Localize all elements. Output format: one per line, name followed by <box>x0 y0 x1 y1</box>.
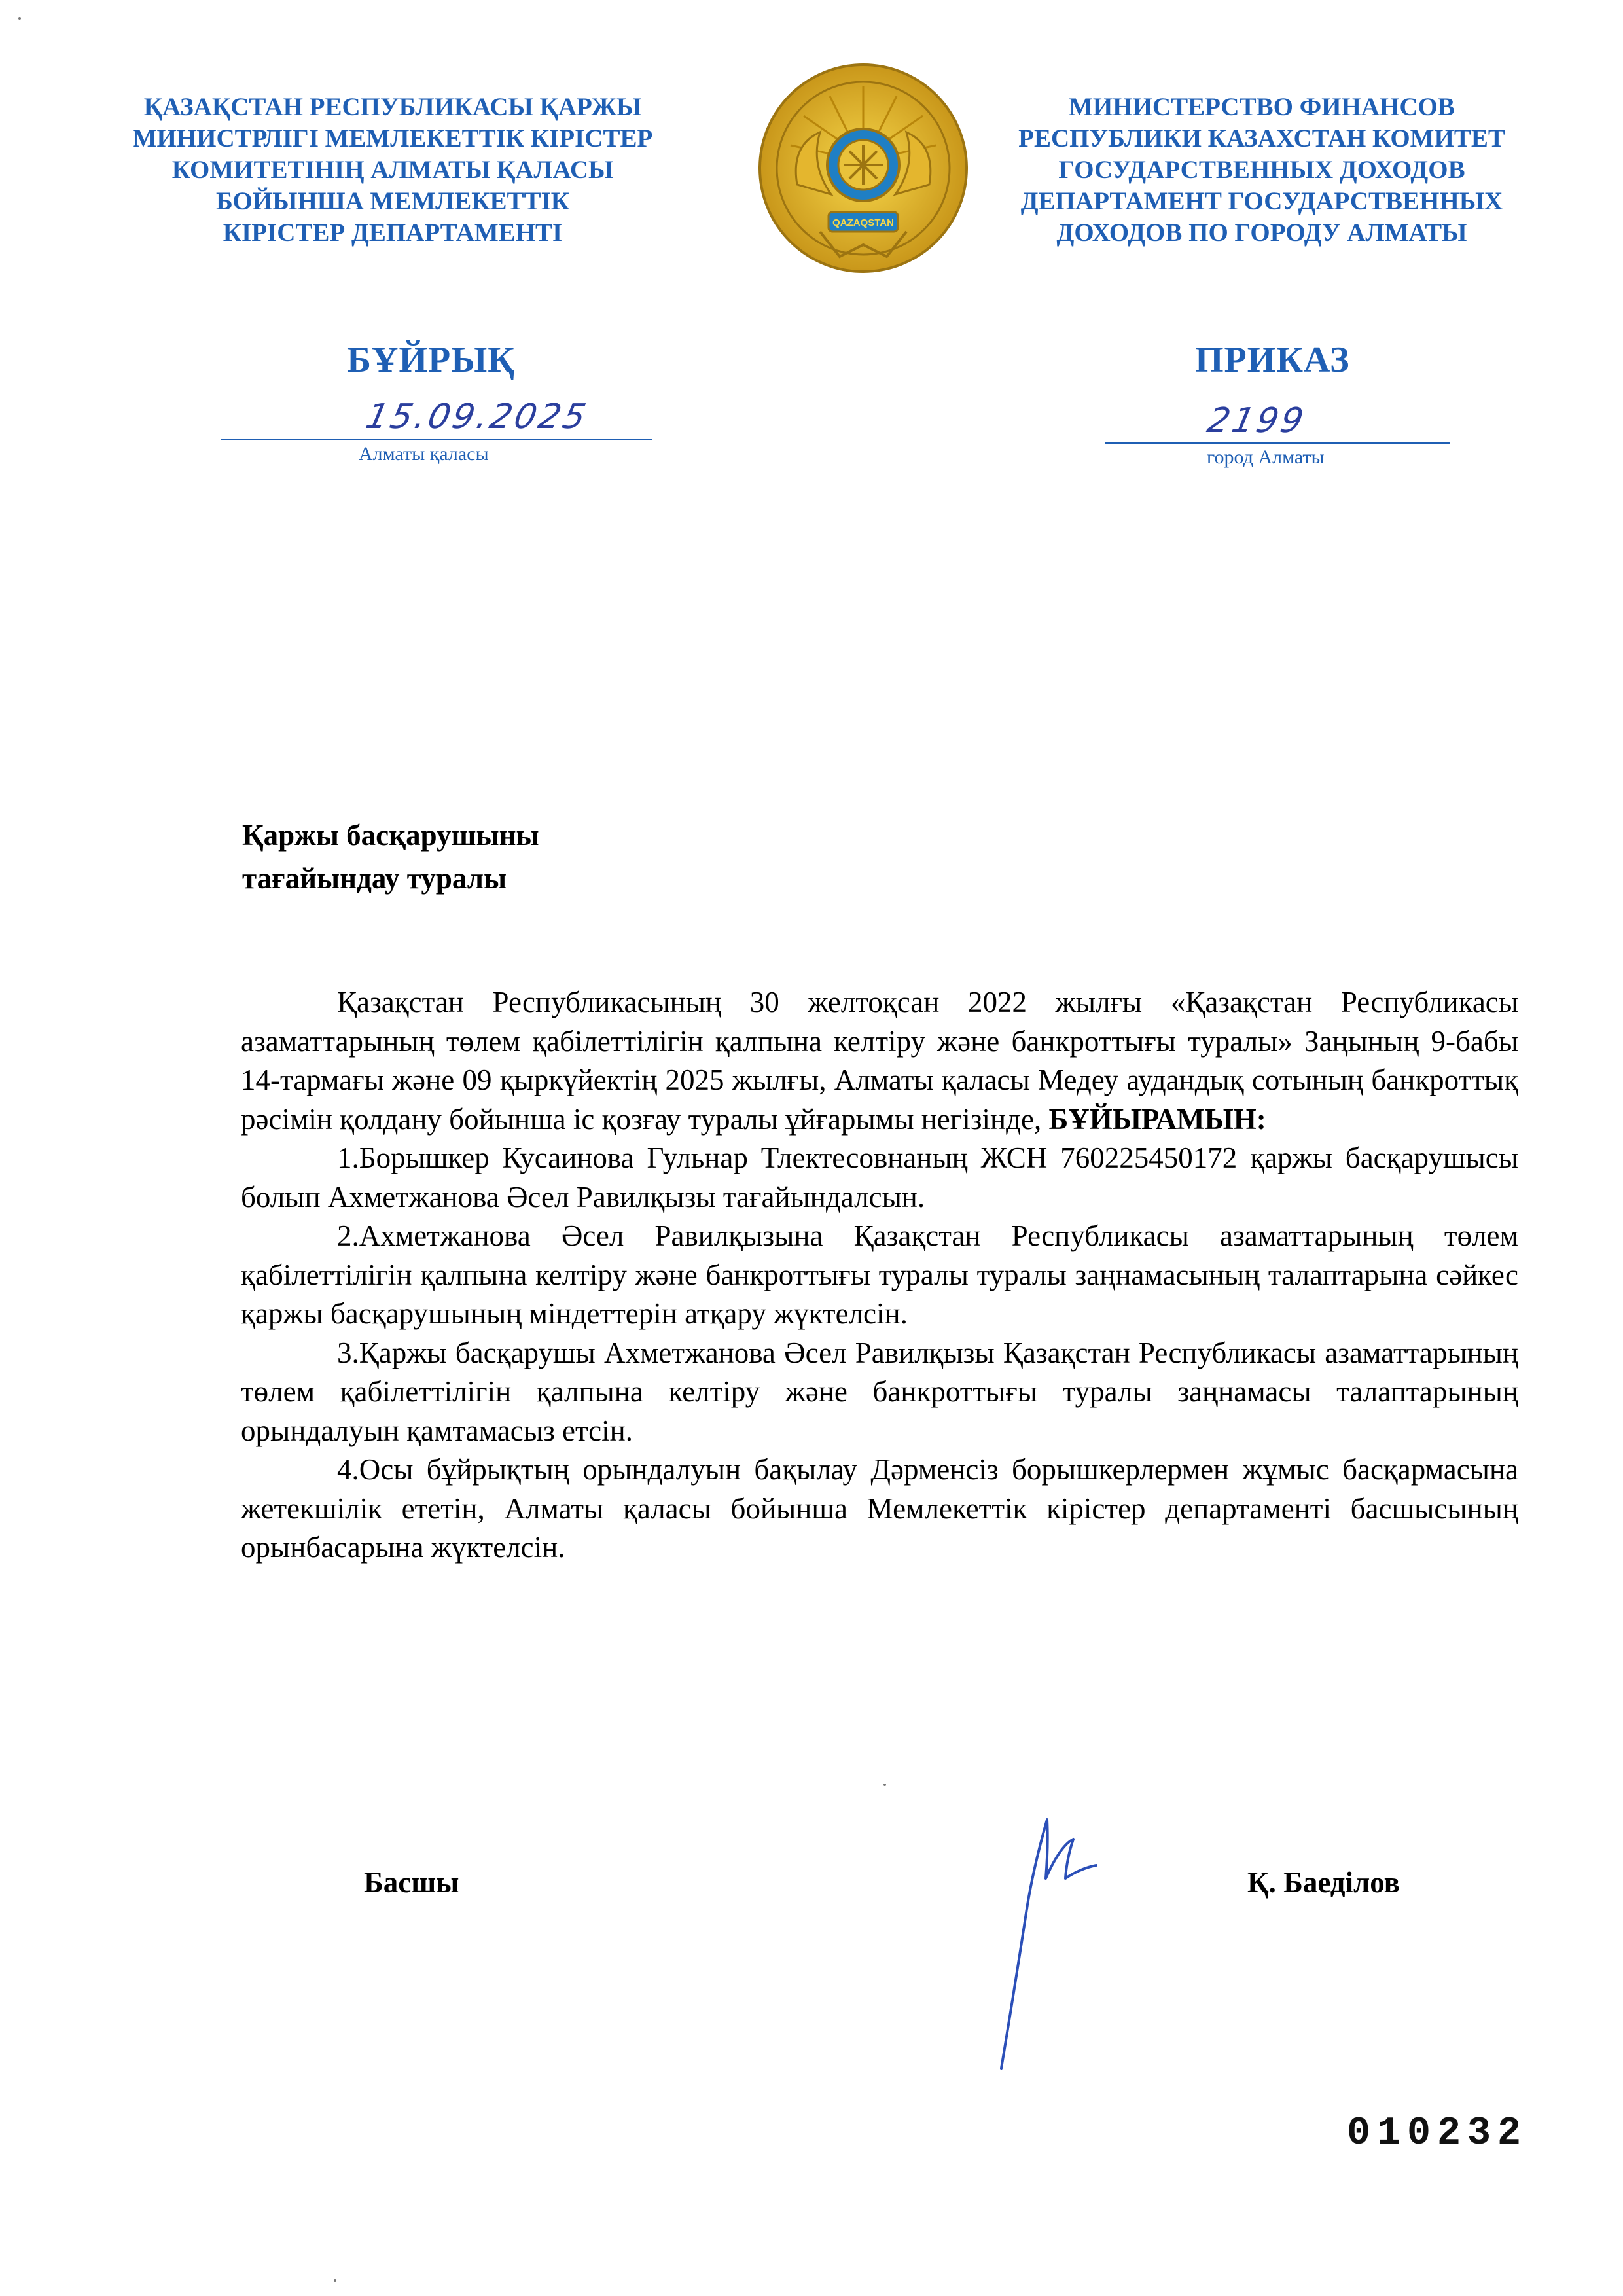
order-subject <box>242 814 831 900</box>
org-kz-line: ҚАЗАҚСТАН РЕСПУБЛИКАСЫ ҚАРЖЫ <box>143 93 642 121</box>
org-kz-line: МИНИСТРЛІГІ МЕМЛЕКЕТТІК КІРІСТЕР <box>132 124 653 152</box>
org-name-ru <box>980 92 1543 249</box>
city-label-ru: город Алматы <box>1207 446 1325 468</box>
signatory-name: Қ. Баеділов <box>1247 1866 1400 1899</box>
order-item: 1.Борышкер Кусаинова Гульнар Тлектесовнаның ЖСН 760225450172 қаржы басқарушысы болып Ахметжанова Әсел Равилқызы тағайындалсын. <box>241 1141 1518 1213</box>
signatory-position: Басшы <box>364 1866 459 1899</box>
number-underline <box>1105 442 1450 444</box>
doc-title-kz: БҰЙРЫҚ <box>347 340 515 380</box>
subject-line: Қаржы басқарушыны <box>242 819 539 852</box>
scan-speck <box>334 2279 336 2282</box>
org-ru-line: ДЕПАРТАМЕНТ ГОСУДАРСТВЕННЫХ <box>1020 187 1503 215</box>
handwritten-order-number: 2199 <box>1204 401 1310 440</box>
handwritten-date: 15.09.2025 <box>362 397 592 437</box>
order-body <box>241 983 1518 1568</box>
org-kz-line: КОМИТЕТІНІҢ АЛМАТЫ ҚАЛАСЫ <box>171 156 614 184</box>
order-item: 4.Осы бұйрықтың орындалуын бақылау Дәрменсіз борышкерлермен жұмыс басқармасына жетекшілік ететін, Алматы қаласы бойынша Мемлекеттік кірістер департаменті басшысының орынбасарына жүктелсін. <box>241 1453 1518 1564</box>
preamble-paragraph <box>241 983 1518 1139</box>
doc-title-ru: ПРИКАЗ <box>1195 340 1350 380</box>
svg-text:QAZAQSTAN: QAZAQSTAN <box>832 217 894 228</box>
org-name-kz <box>111 92 674 249</box>
date-underline <box>221 439 652 440</box>
serial-number: 010232 <box>1347 2111 1528 2156</box>
preamble-text: Қазақстан Республикасының 30 желтоқсан 2022 жылғы «Қазақстан Республикасы азаматтарының төлем қабілеттілігін қалпына келтіру және банкроттығы туралы» Заңының 9-бабы 14-тармағы және 09 қыркүйектің 2025 жылғы, Алматы қаласы Медеу аудандық сотының банкроттық рәсімін қолдану бойынша іс қозғау туралы ұйғарымы негізінде, <box>241 986 1518 1136</box>
org-ru-line: МИНИСТЕРСТВО ФИНАНСОВ <box>1069 93 1455 121</box>
org-ru-line: РЕСПУБЛИКИ КАЗАХСТАН КОМИТЕТ <box>1018 124 1505 152</box>
scan-speck <box>18 17 21 20</box>
org-kz-line: КІРІСТЕР ДЕПАРТАМЕНТІ <box>223 219 563 247</box>
org-ru-line: ДОХОДОВ ПО ГОРОДУ АЛМАТЫ <box>1056 219 1467 247</box>
order-item: 3.Қаржы басқарушы Ахметжанова Әсел Равилқызы Қазақстан Республикасы азаматтарының төлем қабілеттілігін қалпына келтіру және банкроттығы туралы заңнамасы талаптарының орындалуын қамтамасыз етсін. <box>241 1336 1518 1447</box>
order-item: 2.Ахметжанова Әсел Равилқызына Қазақстан Республикасы азаматтарының төлем қабілеттілігін қалпына келтіру және банкроттығы туралы туралы заңнамасының талаптарына сәйкес қаржы басқарушының міндеттерін атқару жүктелсін. <box>241 1219 1518 1330</box>
order-word: БҰЙЫРАМЫН: <box>1048 1102 1266 1136</box>
scan-speck <box>883 1784 886 1786</box>
city-label-kz: Алматы қаласы <box>359 443 489 465</box>
handwritten-signature-icon <box>975 1806 1145 2081</box>
state-emblem-icon <box>758 60 969 276</box>
org-ru-line: ГОСУДАРСТВЕННЫХ ДОХОДОВ <box>1058 156 1465 184</box>
org-kz-line: БОЙЫНША МЕМЛЕКЕТТІК <box>215 187 570 215</box>
subject-line: тағайындау туралы <box>242 862 507 895</box>
